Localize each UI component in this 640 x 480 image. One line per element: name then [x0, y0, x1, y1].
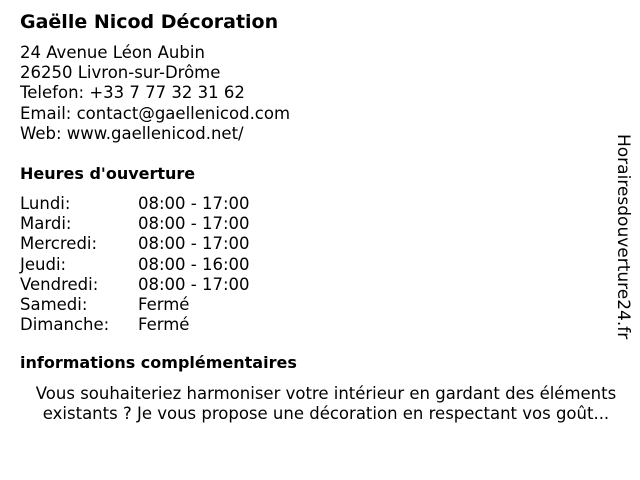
web-line: Web: www.gaellenicod.net/ — [20, 123, 244, 143]
site-watermark: Horairesdouverture24.fr — [613, 134, 633, 340]
info-description — [20, 384, 632, 424]
day-hours: 08:00 - 17:00 — [138, 274, 250, 294]
day-label: Samedi: — [20, 294, 88, 314]
address-city: 26250 Livron-sur-Drôme — [20, 63, 221, 83]
hours-row-sunday — [20, 315, 280, 335]
day-label: Vendredi: — [20, 274, 99, 294]
hours-row-wednesday — [20, 234, 280, 254]
hours-table — [20, 194, 280, 335]
description-line: Vous souhaiteriez harmoniser votre intérieur en gardant des éléments — [35, 384, 617, 403]
hours-row-saturday — [20, 295, 280, 315]
address-street: 24 Avenue Léon Aubin — [20, 43, 205, 62]
hours-row-thursday — [20, 255, 280, 275]
day-label: Mercredi: — [20, 234, 98, 254]
day-hours: 08:00 - 17:00 — [138, 194, 250, 213]
day-hours: 08:00 - 17:00 — [138, 214, 250, 234]
email-line: Email: contact@gaellenicod.com — [20, 103, 291, 123]
day-hours: 08:00 - 16:00 — [138, 254, 250, 274]
phone-line: Telefon: +33 7 77 32 31 62 — [20, 83, 245, 103]
hours-row-monday — [20, 194, 280, 214]
day-label: Lundi: — [20, 194, 71, 213]
day-label: Jeudi: — [20, 254, 67, 274]
day-hours: Fermé — [138, 294, 190, 314]
day-label: Dimanche: — [20, 315, 110, 335]
description-line: existants ? Je vous propose une décoration en respectant vos goût... — [42, 404, 610, 424]
info-heading: informations complémentaires — [20, 353, 297, 372]
hours-row-friday — [20, 275, 280, 295]
day-hours: 08:00 - 17:00 — [138, 234, 250, 254]
business-name: Gaëlle Nicod Décoration — [20, 11, 279, 33]
hours-row-tuesday — [20, 214, 280, 234]
day-hours: Fermé — [138, 315, 190, 335]
contact-block — [20, 43, 290, 144]
day-label: Mardi: — [20, 214, 72, 234]
hours-heading: Heures d'ouverture — [20, 164, 196, 183]
